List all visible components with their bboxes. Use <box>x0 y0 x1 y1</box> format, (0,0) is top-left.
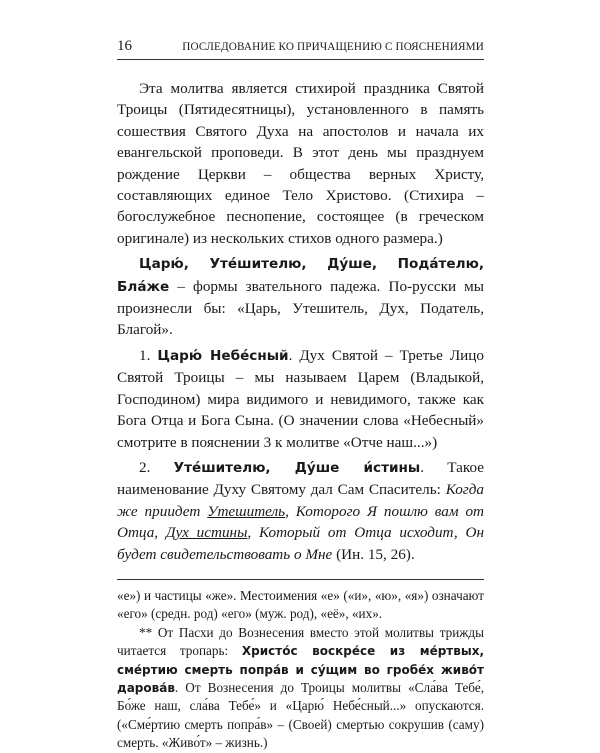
footnote-easter <box>117 624 484 753</box>
point-1-number: 1. <box>139 346 158 364</box>
point-2-text: . Такое наименование Духу Святому дал Сам Спаситель: <box>117 458 484 499</box>
running-title: ПОСЛЕДОВАНИЕ КО ПРИЧАЩЕНИЮ С ПОЯСНЕНИЯМИ <box>182 41 484 53</box>
book-page <box>117 38 484 753</box>
quote-part-2: , Которого Я пошлю вам от Отца, <box>117 502 485 542</box>
quote-underlined-spirit: Дух истины <box>165 524 248 542</box>
scripture-reference: (Ин. 15, 26). <box>332 545 415 563</box>
quote-part-1: Когда же приидет <box>117 481 484 520</box>
running-header <box>117 38 484 60</box>
point-2-term: Уте́шителю, Ду́ше и́стины <box>173 459 421 476</box>
point-1-text: . Дух Святой – Третье Лицо Святой Троицы – мы называем Царем (Владыкой, Господином) мира видимого и невидимого, также как Бога Отца и Бога Сына. (О значении слова «Небесный» смотрите в пояснении 3 к молитве «Отче наш...») <box>117 346 485 451</box>
quote-underlined-comforter: Утешитель <box>207 502 286 520</box>
footnote-easter-rest: . От Вознесения до Троицы молитвы «Сла́ва Тебе́, Бо́же наш, сла́ва Тебе́» и «Царю́ Небе́сный...» опускаются. («Сме́ртию смерть попра́в» – (Своей) смертью сокрушив (саму) смерть. «Живо́т» – жизнь.) <box>117 679 484 751</box>
footnote-divider <box>117 579 484 580</box>
vocative-terms: Царю́, Уте́шителю, Ду́ше, Пода́телю, Бла́же <box>117 256 484 295</box>
point-1-term: Царю́ Небе́сный <box>157 347 289 364</box>
footnote-continued: «е») и частицы «же». Местоимения «е» («и», «ю», «я») означают «его» (средн. род) «его» (муж. род), «её», «их». <box>117 587 484 622</box>
point-2-number: 2. <box>139 458 174 476</box>
quote-part-3: , Который от Отца исходит, Он будет свидетельствовать о Мне <box>117 524 484 563</box>
footnote-easter-intro: ** От Пасхи до Вознесения вместо этой молитвы трижды читается тропарь: <box>117 624 484 659</box>
page-number: 16 <box>117 38 132 54</box>
paragraph-vocative <box>117 253 484 341</box>
footnotes <box>117 587 484 753</box>
paragraph-point-1 <box>117 345 484 453</box>
easter-troparion: Христо́с воскре́се из ме́ртвых, сме́ртию смерть попра́в и су́щим во гробе́х живо́т дарова́в <box>117 644 484 695</box>
vocative-explanation: – формы звательного падежа. По-русски мы произнесли бы: «Царь, Утешитель, Дух, Податель, Благой». <box>117 277 484 339</box>
paragraph-intro: Эта молитва является стихирой праздника Святой Троицы (Пятидесятницы), установленного в память сошествия Святого Духа на апостолов и начала их евангельской проповеди. В этот день мы празднуем рождение Церкви – общества верных Христу, составляющих единое Тело Христово. (Стихира – богослужебное песнопение, состоящее (в греческом оригинале) из нескольких стихов одного размера.) <box>117 80 484 247</box>
paragraph-point-2 <box>117 457 484 565</box>
main-text <box>117 78 484 565</box>
